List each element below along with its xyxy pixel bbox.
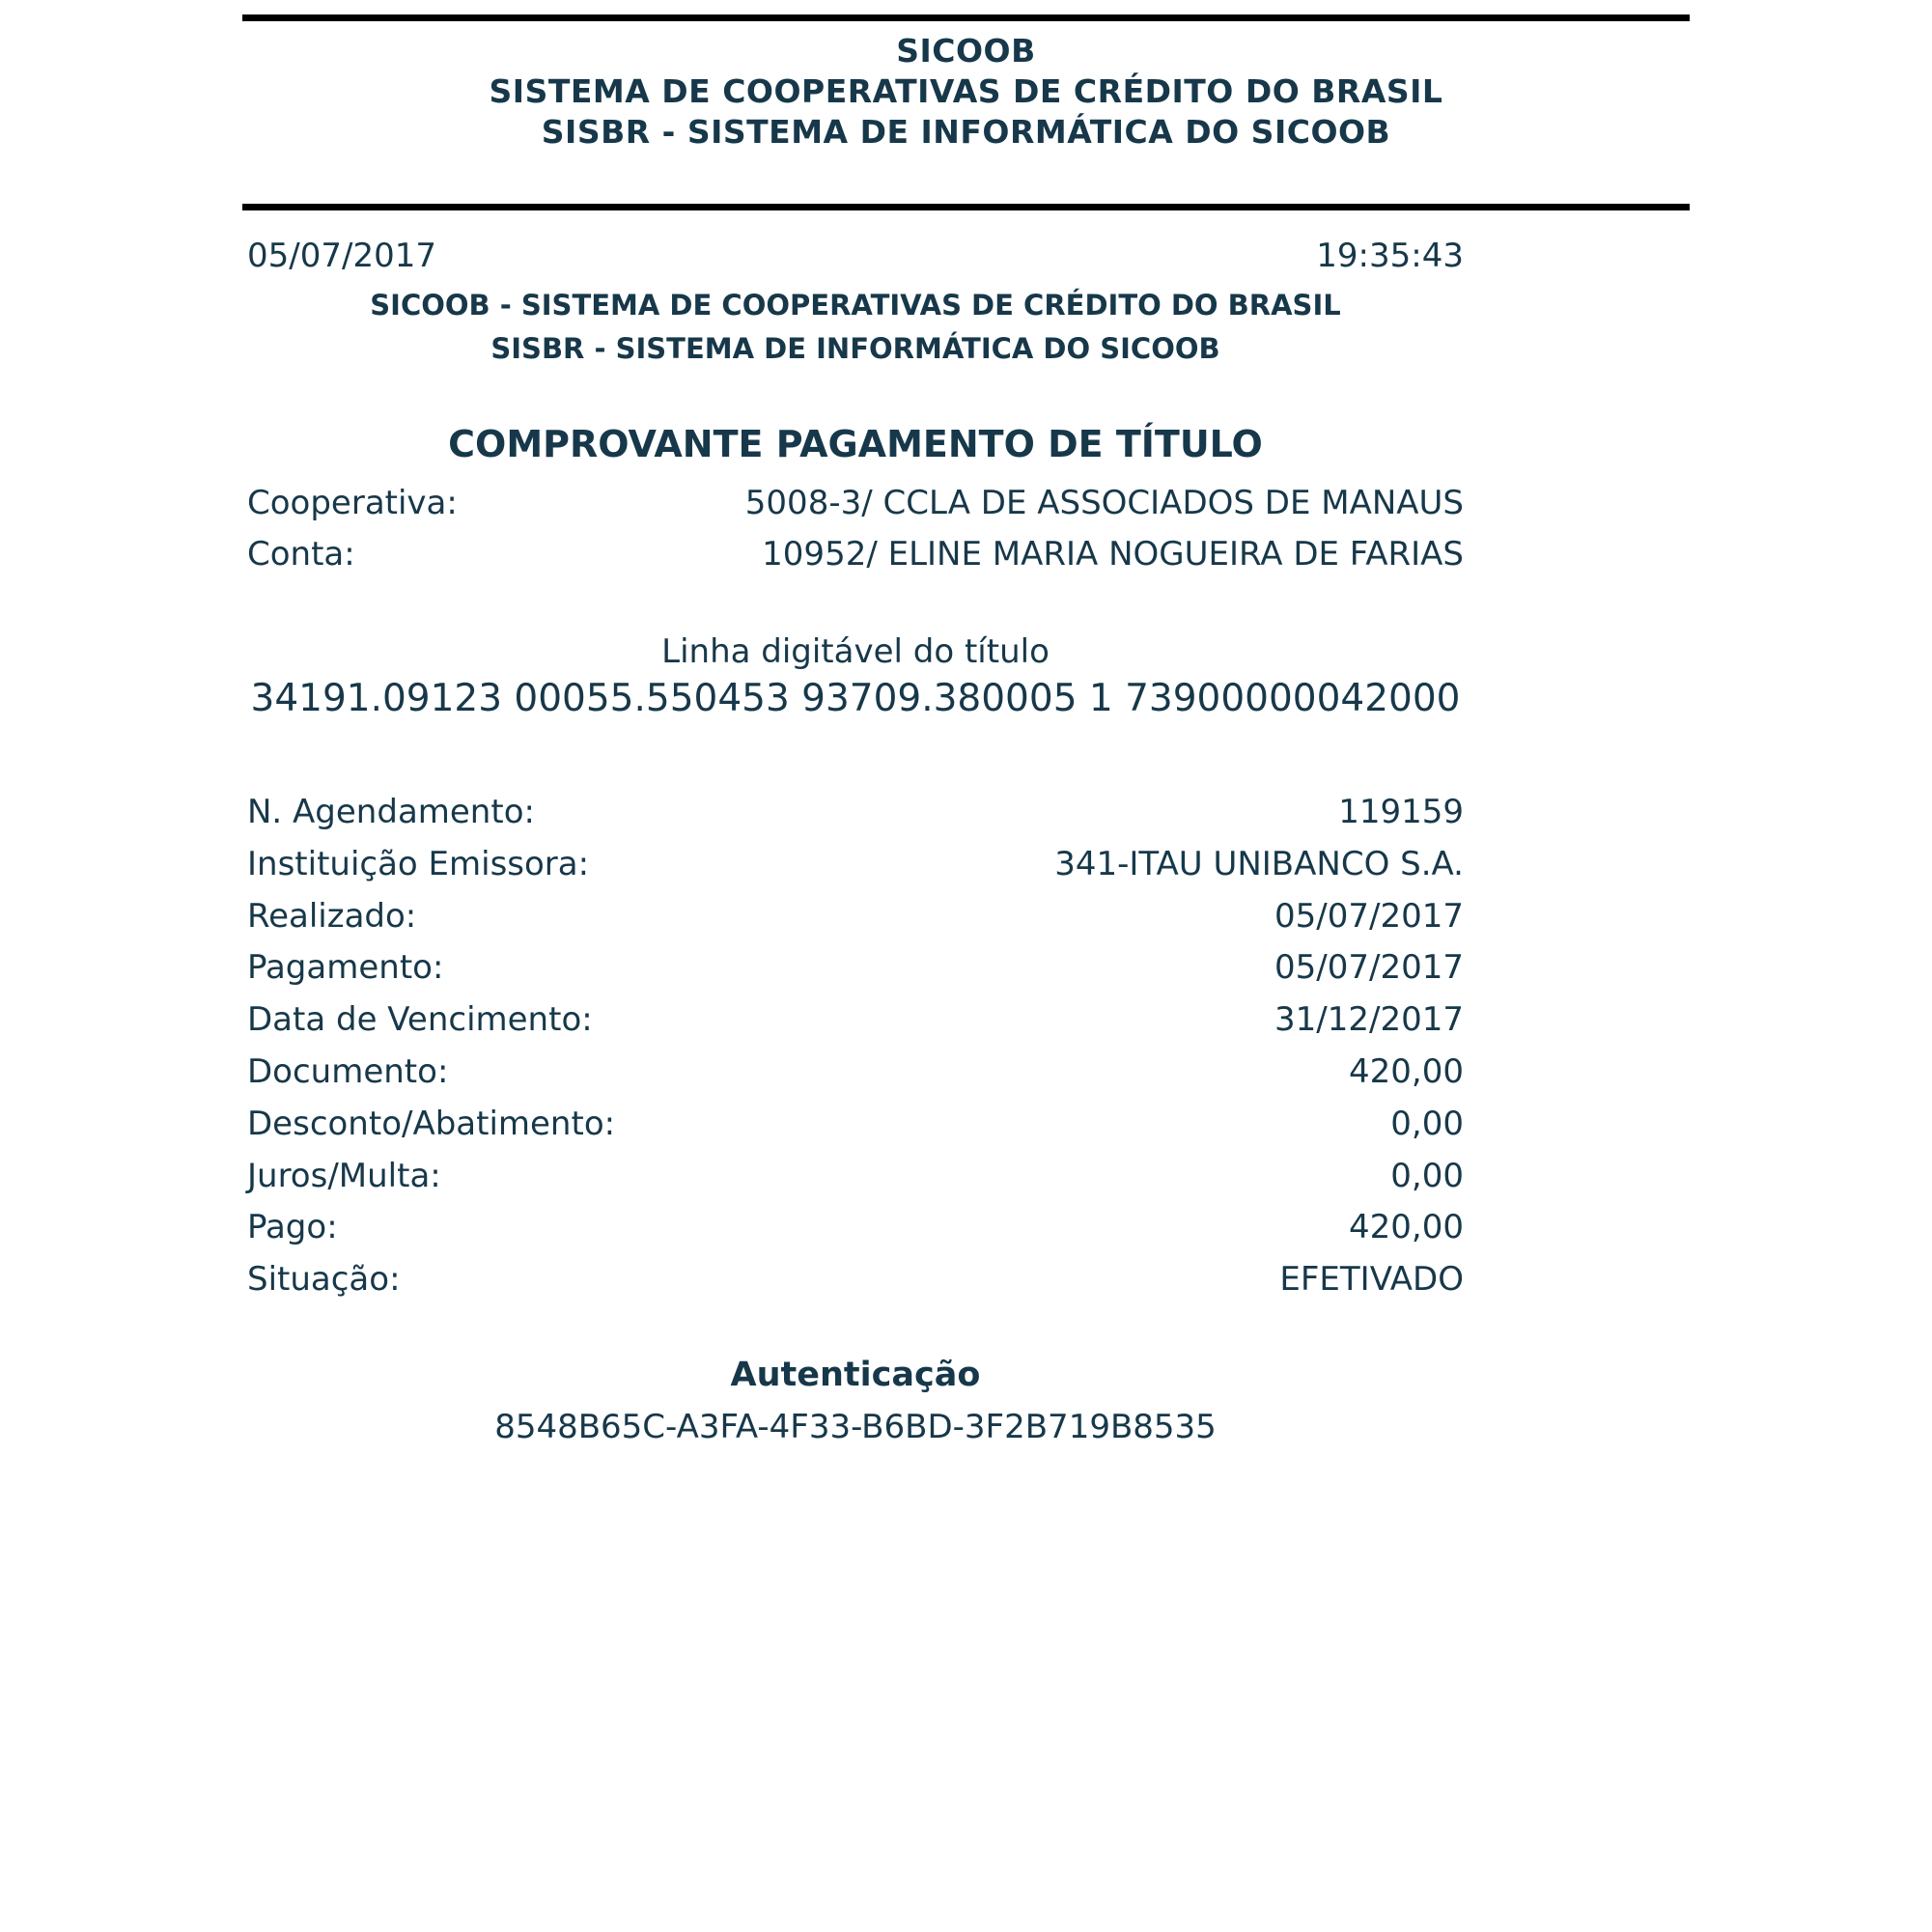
schedule-number-row bbox=[247, 787, 1464, 839]
interest-fine-label: Juros/Multa: bbox=[247, 1156, 441, 1195]
discount-row bbox=[247, 1099, 1464, 1151]
issuing-institution-row bbox=[247, 839, 1464, 891]
schedule-number-value: 119159 bbox=[1338, 793, 1464, 831]
document-title: COMPROVANTE PAGAMENTO DE TÍTULO bbox=[448, 423, 1263, 465]
interest-fine-row bbox=[247, 1151, 1464, 1203]
executed-date-row bbox=[247, 891, 1464, 943]
authentication-code: 8548B65C-A3FA-4F33-B6BD-3F2B719B8535 bbox=[494, 1408, 1217, 1446]
status-label: Situação: bbox=[247, 1260, 401, 1300]
cooperative-label: Cooperativa: bbox=[247, 484, 458, 522]
document-amount-row bbox=[247, 1047, 1464, 1099]
payment-date-value: 05/07/2017 bbox=[1274, 948, 1464, 988]
due-date-row bbox=[247, 994, 1464, 1047]
print-time: 19:35:43 bbox=[1316, 237, 1464, 275]
bank-header bbox=[242, 31, 1690, 153]
bank-system-line: SISTEMA DE COOPERATIVAS DE CRÉDITO DO BRASIL bbox=[489, 72, 1443, 110]
payment-date-row bbox=[247, 942, 1464, 994]
status-row bbox=[247, 1254, 1464, 1306]
interest-fine-value: 0,00 bbox=[1390, 1156, 1464, 1195]
discount-label: Desconto/Abatimento: bbox=[247, 1104, 616, 1143]
cooperative-row bbox=[247, 478, 1464, 529]
print-date: 05/07/2017 bbox=[247, 237, 436, 275]
paid-amount-row bbox=[247, 1202, 1464, 1254]
schedule-number-label: N. Agendamento: bbox=[247, 793, 535, 831]
receipt-sub-header bbox=[247, 284, 1464, 371]
payment-date-label: Pagamento: bbox=[247, 948, 444, 988]
authentication-heading: Autenticação bbox=[730, 1356, 981, 1394]
cooperative-value: 5008-3/ CCLA DE ASSOCIADOS DE MANAUS bbox=[744, 484, 1464, 522]
digitable-line-heading: Linha digitável do título bbox=[661, 632, 1050, 671]
status-value: EFETIVADO bbox=[1279, 1260, 1464, 1300]
document-amount-label: Documento: bbox=[247, 1051, 449, 1091]
executed-date-label: Realizado: bbox=[247, 896, 417, 936]
account-section bbox=[247, 478, 1464, 580]
issuing-institution-label: Instituição Emissora: bbox=[247, 844, 590, 883]
top-rule-divider bbox=[242, 14, 1690, 21]
header-rule-divider bbox=[242, 204, 1690, 210]
payment-details-section bbox=[247, 787, 1464, 1306]
discount-value: 0,00 bbox=[1390, 1104, 1464, 1143]
account-label: Conta: bbox=[247, 535, 355, 574]
sub-header-line-1: SICOOB - SISTEMA DE COOPERATIVAS DE CRÉDITO DO BRASIL bbox=[370, 289, 1341, 322]
datetime-row bbox=[247, 237, 1464, 275]
bank-subsystem-line: SISBR - SISTEMA DE INFORMÁTICA DO SICOOB bbox=[541, 113, 1391, 151]
digitable-line-value: 34191.09123 00055.550453 93709.380005 1 73900000042000 bbox=[250, 677, 1461, 720]
authentication-section bbox=[247, 1350, 1464, 1454]
digitable-line-section bbox=[247, 630, 1464, 724]
account-row bbox=[247, 529, 1464, 580]
due-date-value: 31/12/2017 bbox=[1274, 1000, 1464, 1040]
document-amount-value: 420,00 bbox=[1349, 1051, 1464, 1091]
account-value: 10952/ ELINE MARIA NOGUEIRA DE FARIAS bbox=[762, 535, 1464, 574]
paid-amount-value: 420,00 bbox=[1349, 1208, 1464, 1247]
issuing-institution-value: 341-ITAU UNIBANCO S.A. bbox=[1054, 844, 1464, 883]
bank-name: SICOOB bbox=[896, 32, 1036, 70]
due-date-label: Data de Vencimento: bbox=[247, 1000, 593, 1040]
paid-amount-label: Pago: bbox=[247, 1208, 338, 1247]
executed-date-value: 05/07/2017 bbox=[1274, 896, 1464, 936]
sub-header-line-2: SISBR - SISTEMA DE INFORMÁTICA DO SICOOB bbox=[490, 332, 1220, 365]
